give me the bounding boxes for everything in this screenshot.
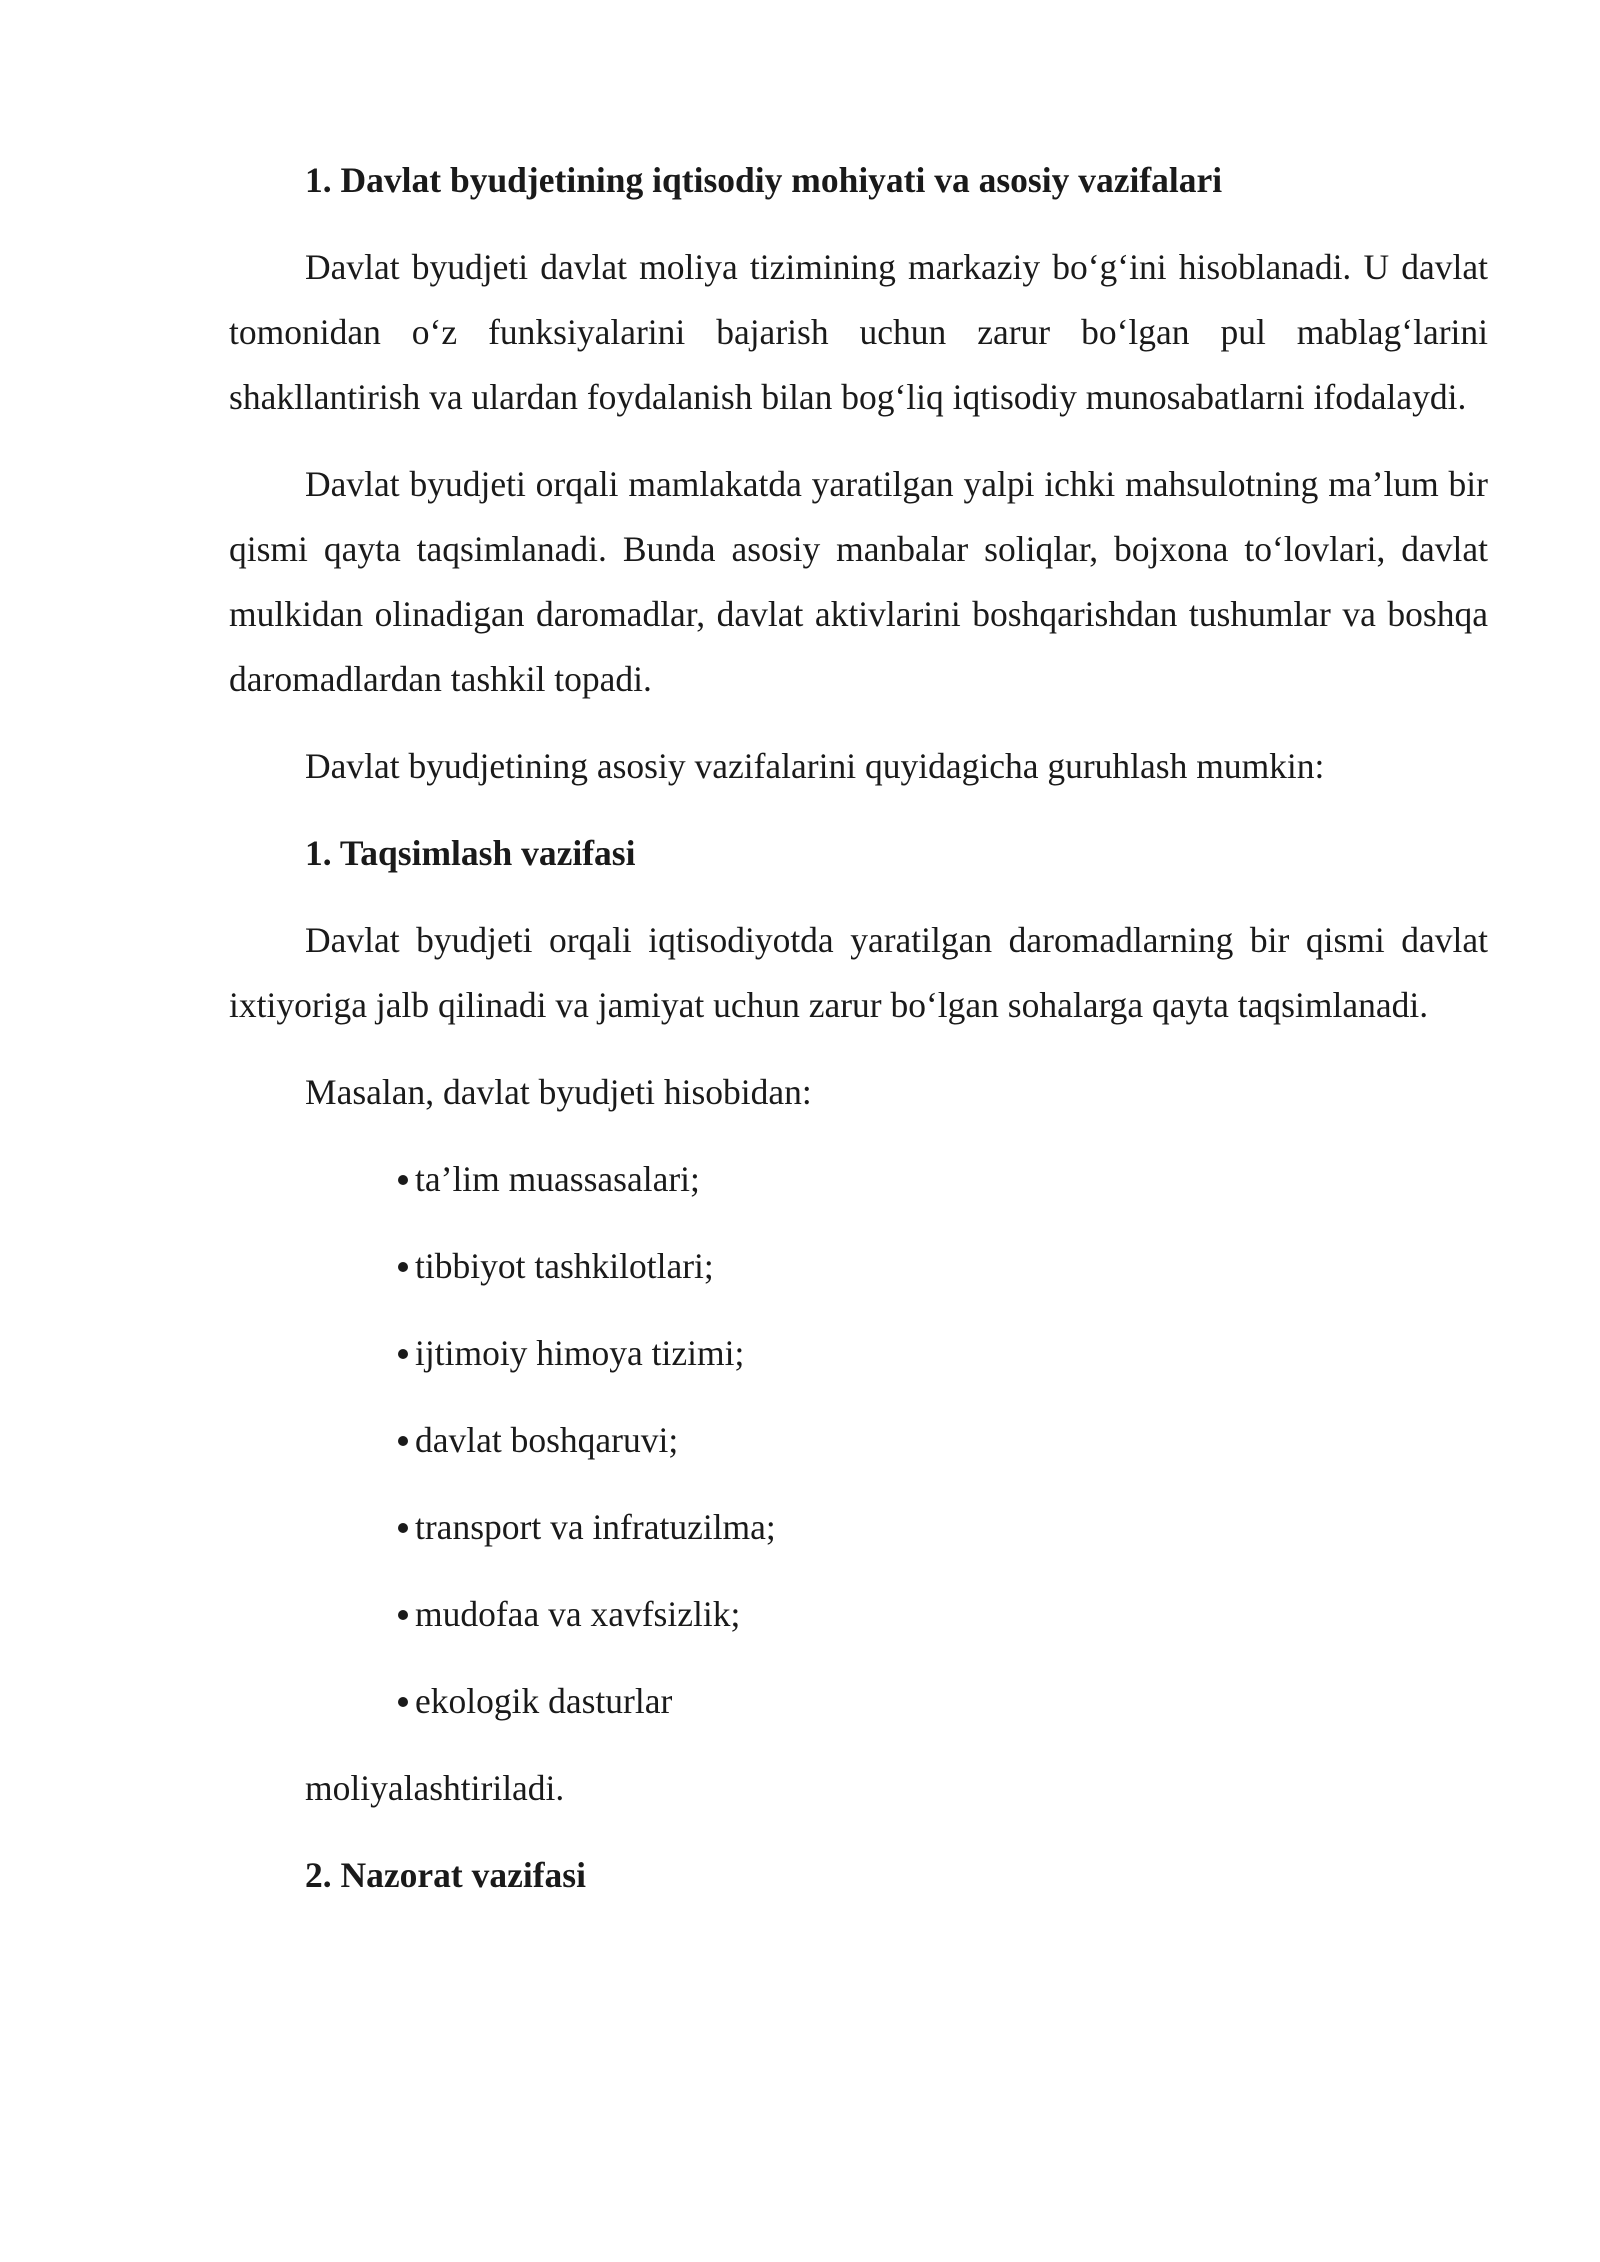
list-item-label: ekologik dasturlar <box>415 1681 673 1721</box>
list-item <box>398 1321 1488 1386</box>
document-page <box>229 148 1488 1930</box>
section-title: 1. Davlat byudjetining iqtisodiy mohiyati va asosiy vazifalari <box>305 160 1223 200</box>
list-item <box>398 1669 1488 1734</box>
list-item-label: tibbiyot tashkilotlari; <box>415 1246 714 1286</box>
bullet-icon <box>398 1436 408 1446</box>
bullet-icon <box>398 1697 408 1707</box>
grouping-paragraph: Davlat byudjetining asosiy vazifalarini quyidagicha guruhlash mumkin: <box>305 746 1325 786</box>
funded-areas-list <box>229 1147 1488 1734</box>
list-item <box>398 1408 1488 1473</box>
bullet-icon <box>398 1262 408 1272</box>
bullet-icon <box>398 1175 408 1185</box>
intro-paragraph: Davlat byudjeti davlat moliya tizimining markaziy bo‘g‘ini hisoblanadi. U davlat tomonidan o‘z funksiyalarini bajarish uchun zarur bo‘lgan pul mablag‘larini shakllantirish va ulardan foydalanish bilan bog‘liq iqtisodiy munosabatlarni ifodalaydi. <box>229 247 1488 417</box>
function-2-title: 2. Nazorat vazifasi <box>305 1855 586 1895</box>
list-item-label: mudofaa va xavfsizlik; <box>415 1594 741 1634</box>
list-item-label: transport va infratuzilma; <box>415 1507 776 1547</box>
list-item-label: davlat boshqaruvi; <box>415 1420 679 1460</box>
list-item <box>398 1147 1488 1212</box>
list-item <box>398 1582 1488 1647</box>
function-1-paragraph: Davlat byudjeti orqali iqtisodiyotda yaratilgan daromadlarning bir qismi davlat ixtiyoriga jalb qilinadi va jamiyat uchun zarur bo‘lgan sohalarga qayta taqsimlanadi. <box>229 920 1488 1025</box>
bullet-icon <box>398 1349 408 1359</box>
bullet-icon <box>398 1610 408 1620</box>
closing-line: moliyalashtiriladi. <box>305 1768 565 1808</box>
function-1-title: 1. Taqsimlash vazifasi <box>305 833 636 873</box>
example-intro: Masalan, davlat byudjeti hisobidan: <box>305 1072 812 1112</box>
list-item <box>398 1234 1488 1299</box>
list-item-label: ijtimoiy himoya tizimi; <box>415 1333 745 1373</box>
list-item-label: ta’lim muassasalari; <box>415 1159 700 1199</box>
bullet-icon <box>398 1523 408 1533</box>
list-item <box>398 1495 1488 1560</box>
redistribution-paragraph: Davlat byudjeti orqali mamlakatda yaratilgan yalpi ichki mahsulotning ma’lum bir qismi qayta taqsimlanadi. Bunda asosiy manbalar soliqlar, bojxona to‘lovlari, davlat mulkidan olinadigan daromadlar, davlat aktivlarini boshqarishdan tushumlar va boshqa daromadlardan tashkil topadi. <box>229 464 1488 699</box>
